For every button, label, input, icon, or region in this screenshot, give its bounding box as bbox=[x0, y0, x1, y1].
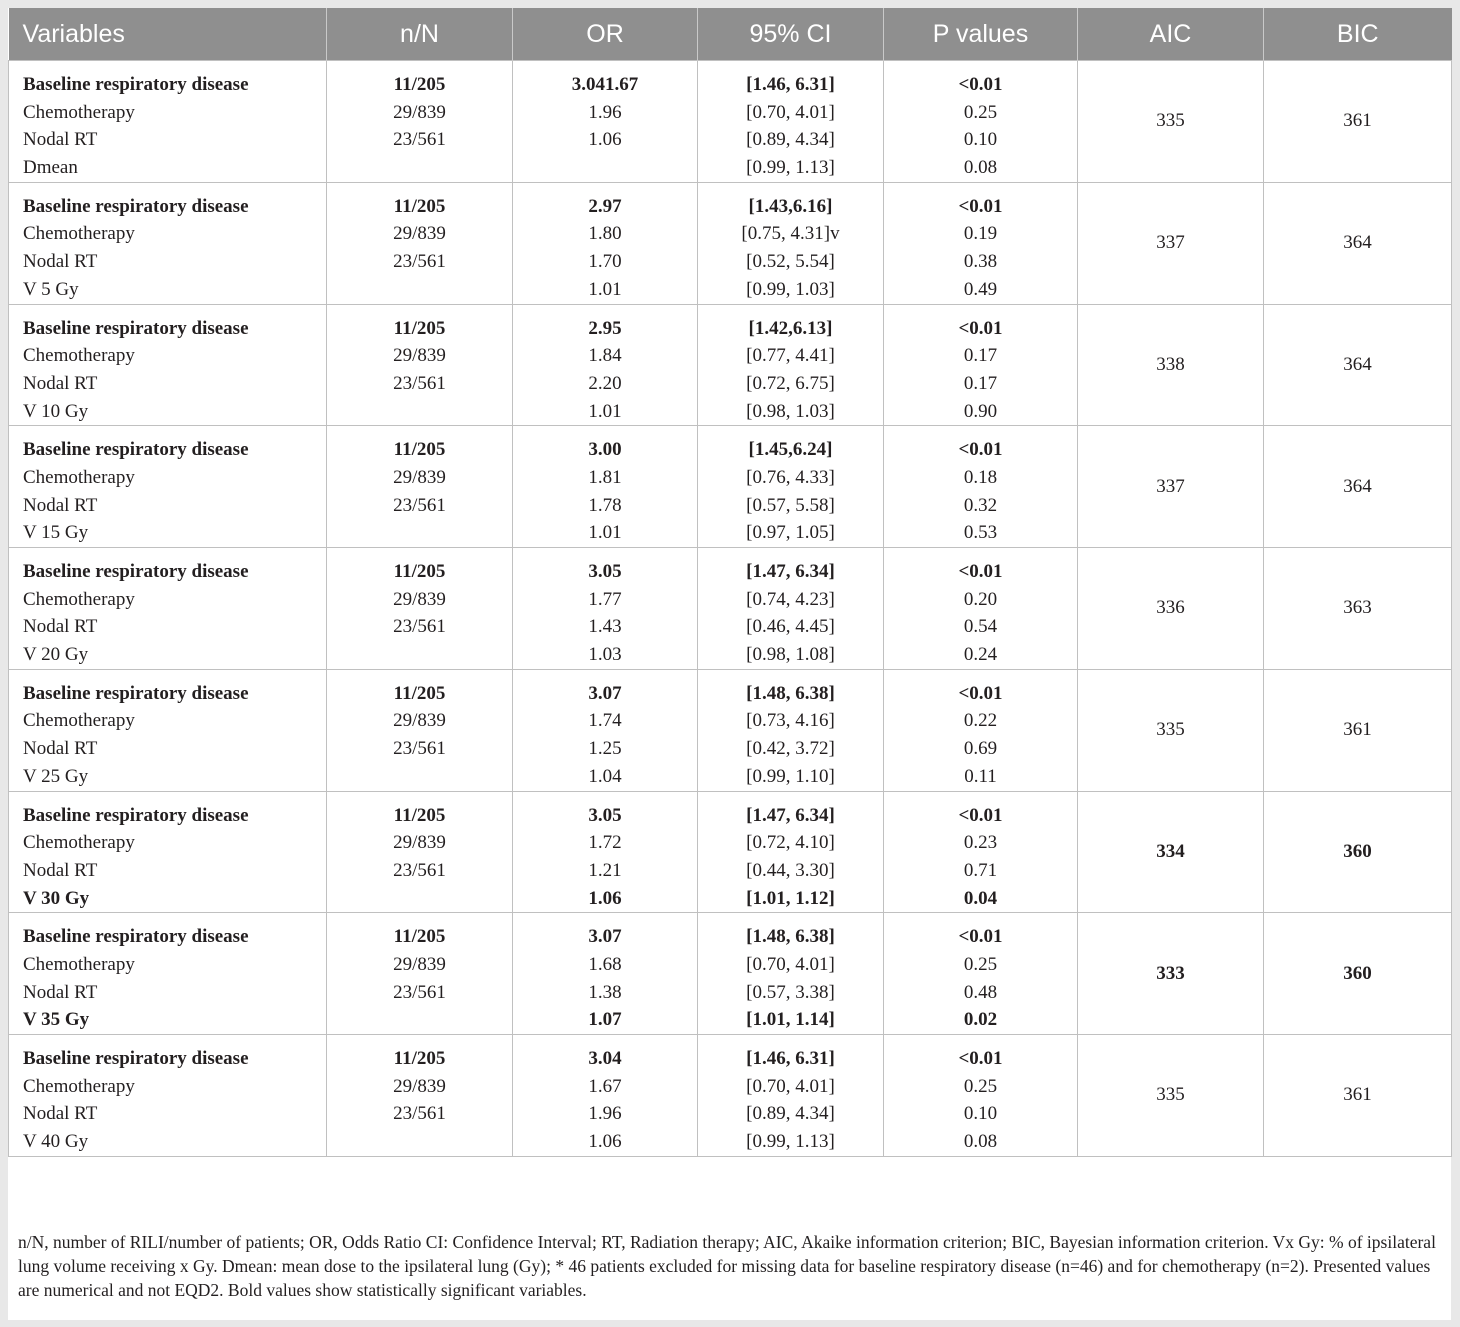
confidence-interval: [1.01, 1.12] bbox=[746, 887, 835, 909]
variable: V 5 Gy bbox=[23, 278, 79, 300]
odds-ratio: 1.81 bbox=[588, 466, 622, 488]
confidence-interval: [0.99, 1.13] bbox=[746, 157, 835, 179]
confidence-interval: [0.76, 4.33] bbox=[746, 466, 835, 488]
p-value-cell bbox=[884, 791, 1078, 913]
p-value: 0.02 bbox=[963, 1009, 998, 1031]
n-over-n: 23/561 bbox=[393, 251, 446, 273]
n-over-n bbox=[327, 763, 512, 791]
variable: Baseline respiratory disease bbox=[23, 195, 249, 217]
n-over-n-cell bbox=[327, 61, 513, 183]
confidence-interval: [0.89, 4.34] bbox=[746, 129, 835, 151]
variable: Chemotherapy bbox=[23, 466, 135, 488]
odds-ratio-cell bbox=[513, 304, 698, 426]
p-value-cell bbox=[884, 669, 1078, 791]
n-over-n: 23/561 bbox=[393, 738, 446, 760]
p-value: 0.08 bbox=[963, 157, 998, 179]
odds-ratio: 1.01 bbox=[588, 400, 622, 422]
n-over-n: 11/205 bbox=[393, 1048, 446, 1069]
confidence-interval: [0.57, 3.38] bbox=[746, 981, 835, 1003]
n-over-n: 29/839 bbox=[393, 223, 446, 245]
header-row bbox=[9, 8, 1452, 61]
variable-cell bbox=[9, 182, 327, 304]
n-over-n: 29/839 bbox=[393, 832, 446, 854]
n-over-n: 23/561 bbox=[393, 616, 446, 638]
p-value-cell bbox=[884, 1035, 1078, 1157]
confidence-interval: [0.97, 1.05] bbox=[746, 522, 835, 544]
n-over-n bbox=[327, 398, 512, 426]
p-value: 0.32 bbox=[963, 494, 998, 516]
variable: Baseline respiratory disease bbox=[23, 317, 249, 339]
model-group-row bbox=[9, 548, 1452, 670]
p-value: 0.10 bbox=[963, 1103, 998, 1125]
results-table bbox=[8, 8, 1452, 1157]
n-over-n: 29/839 bbox=[393, 101, 446, 123]
variable: Chemotherapy bbox=[23, 101, 135, 123]
bic-value: 361 bbox=[1264, 61, 1452, 183]
odds-ratio: 1.70 bbox=[588, 251, 622, 273]
n-over-n: 23/561 bbox=[393, 859, 446, 881]
confidence-interval: [1.42,6.13] bbox=[748, 317, 833, 339]
aic-value: 336 bbox=[1078, 548, 1264, 670]
variable-cell bbox=[9, 791, 327, 913]
confidence-interval: [0.46, 4.45] bbox=[746, 616, 835, 638]
aic-value: 335 bbox=[1078, 1035, 1264, 1157]
variable: Chemotherapy bbox=[23, 588, 135, 610]
confidence-interval: [1.46, 6.31] bbox=[746, 1048, 835, 1069]
odds-ratio: 1.38 bbox=[588, 981, 622, 1003]
n-over-n bbox=[327, 641, 512, 669]
odds-ratio: 1.72 bbox=[588, 832, 622, 854]
odds-ratio: 1.78 bbox=[588, 494, 622, 516]
variable: V 10 Gy bbox=[23, 400, 89, 422]
confidence-interval: [1.45,6.24] bbox=[748, 439, 833, 461]
confidence-interval: [1.47, 6.34] bbox=[746, 804, 835, 826]
p-value: 0.18 bbox=[963, 466, 998, 488]
bic-value: 364 bbox=[1264, 426, 1452, 548]
odds-ratio: 1.68 bbox=[588, 953, 622, 975]
p-value: 0.54 bbox=[963, 616, 998, 638]
n-over-n: 11/205 bbox=[393, 195, 446, 217]
odds-ratio: 3.041.67 bbox=[571, 74, 639, 95]
odds-ratio: 3.05 bbox=[588, 561, 622, 582]
p-value: <0.01 bbox=[958, 804, 1003, 826]
bic-value: 361 bbox=[1264, 669, 1452, 791]
bic-value: 360 bbox=[1264, 791, 1452, 913]
table-header bbox=[9, 8, 1452, 61]
odds-ratio-cell bbox=[513, 913, 698, 1035]
confidence-interval: [0.70, 4.01] bbox=[746, 953, 835, 975]
n-over-n-cell bbox=[327, 1035, 513, 1157]
p-value-cell bbox=[884, 182, 1078, 304]
n-over-n-cell bbox=[327, 182, 513, 304]
p-value: 0.25 bbox=[963, 101, 998, 123]
odds-ratio-cell bbox=[513, 669, 698, 791]
variable: Baseline respiratory disease bbox=[23, 561, 249, 582]
n-over-n: 23/561 bbox=[393, 129, 446, 151]
header-variables: Variables bbox=[9, 8, 327, 61]
odds-ratio: 1.96 bbox=[588, 1103, 622, 1125]
variable: V 30 Gy bbox=[23, 887, 90, 909]
n-over-n: 11/205 bbox=[393, 317, 446, 339]
n-over-n-cell bbox=[327, 913, 513, 1035]
model-group-row bbox=[9, 61, 1452, 183]
model-group-row bbox=[9, 791, 1452, 913]
p-value: 0.49 bbox=[963, 278, 998, 300]
odds-ratio: 2.97 bbox=[588, 195, 622, 217]
n-over-n-cell bbox=[327, 669, 513, 791]
confidence-interval: [0.89, 4.34] bbox=[746, 1103, 835, 1125]
header-n: n/N bbox=[327, 8, 513, 61]
confidence-interval: [1.43,6.16] bbox=[748, 195, 833, 217]
variable: Nodal RT bbox=[23, 738, 98, 760]
p-value: 0.17 bbox=[963, 372, 998, 394]
p-value: <0.01 bbox=[958, 561, 1003, 582]
odds-ratio: 1.84 bbox=[588, 345, 622, 367]
p-value: <0.01 bbox=[958, 317, 1003, 339]
odds-ratio: 1.01 bbox=[588, 278, 622, 300]
odds-ratio: 3.07 bbox=[588, 926, 622, 948]
confidence-interval: [1.46, 6.31] bbox=[746, 74, 835, 95]
aic-value: 335 bbox=[1078, 669, 1264, 791]
model-group-row bbox=[9, 669, 1452, 791]
table-body bbox=[9, 61, 1452, 1157]
bic-value: 360 bbox=[1264, 913, 1452, 1035]
variable: Baseline respiratory disease bbox=[23, 682, 249, 704]
n-over-n: 29/839 bbox=[393, 1075, 446, 1097]
n-over-n bbox=[327, 1006, 512, 1034]
n-over-n bbox=[327, 519, 512, 547]
odds-ratio: 3.04 bbox=[588, 1048, 622, 1069]
variable: Baseline respiratory disease bbox=[23, 804, 249, 826]
n-over-n bbox=[327, 154, 512, 182]
p-value: <0.01 bbox=[958, 1048, 1003, 1069]
variable: Chemotherapy bbox=[23, 223, 135, 245]
odds-ratio: 2.95 bbox=[588, 317, 622, 339]
variable: V 35 Gy bbox=[23, 1009, 90, 1031]
variable: Dmean bbox=[23, 157, 78, 179]
n-over-n: 23/561 bbox=[393, 981, 446, 1003]
bic-value: 364 bbox=[1264, 304, 1452, 426]
odds-ratio: 1.77 bbox=[588, 588, 622, 610]
odds-ratio: 1.21 bbox=[588, 859, 622, 881]
p-value: 0.53 bbox=[963, 522, 998, 544]
odds-ratio: 1.80 bbox=[588, 223, 622, 245]
model-group-row bbox=[9, 1035, 1452, 1157]
p-value: 0.19 bbox=[963, 223, 998, 245]
p-value: 0.04 bbox=[963, 887, 998, 909]
p-value-cell bbox=[884, 913, 1078, 1035]
variable-cell bbox=[9, 426, 327, 548]
variable-cell bbox=[9, 669, 327, 791]
variable-cell bbox=[9, 304, 327, 426]
confidence-interval: [0.72, 6.75] bbox=[746, 372, 835, 394]
variable-cell bbox=[9, 1035, 327, 1157]
confidence-interval: [0.52, 5.54] bbox=[746, 251, 835, 273]
n-over-n: 29/839 bbox=[393, 710, 446, 732]
odds-ratio-cell bbox=[513, 1035, 698, 1157]
p-value: 0.10 bbox=[963, 129, 998, 151]
variable: Nodal RT bbox=[23, 616, 98, 638]
p-value: 0.71 bbox=[963, 859, 998, 881]
aic-value: 338 bbox=[1078, 304, 1264, 426]
variable: Baseline respiratory disease bbox=[23, 439, 249, 461]
variable: Nodal RT bbox=[23, 1103, 98, 1125]
confidence-interval: [0.42, 3.72] bbox=[746, 738, 835, 760]
p-value: <0.01 bbox=[958, 439, 1003, 461]
n-over-n: 11/205 bbox=[393, 804, 446, 826]
variable: V 15 Gy bbox=[23, 522, 89, 544]
odds-ratio: 1.07 bbox=[588, 1009, 622, 1031]
model-group-row bbox=[9, 182, 1452, 304]
table-footnote: n/N, number of RILI/number of patients; OR, Odds Ratio CI: Confidence Interval; RT, Radiation therapy; AIC, Akaike information criterion; BIC, Bayesian information criterion. Vx Gy: % of ipsilateral lung volume receiving x Gy. Dmean: mean dose to the ipsilateral lung (Gy); * 46 patients excluded for missing data for baseline respiratory disease (n=46) and for chemotherapy (n=2). Presented values are numerical and not EQD2. Bold values show statistically significant variables. bbox=[18, 1232, 1436, 1300]
p-value: 0.20 bbox=[963, 588, 998, 610]
confidence-interval-cell bbox=[698, 913, 884, 1035]
confidence-interval-cell bbox=[698, 548, 884, 670]
confidence-interval-cell bbox=[698, 791, 884, 913]
p-value: 0.08 bbox=[963, 1131, 998, 1153]
variable: Baseline respiratory disease bbox=[23, 74, 249, 95]
n-over-n: 11/205 bbox=[393, 682, 446, 704]
header-or: OR bbox=[513, 8, 698, 61]
variable-cell bbox=[9, 913, 327, 1035]
variable: V 25 Gy bbox=[23, 765, 89, 787]
odds-ratio-cell bbox=[513, 61, 698, 183]
variable: Baseline respiratory disease bbox=[23, 926, 249, 948]
confidence-interval: [0.99, 1.10] bbox=[746, 765, 835, 787]
n-over-n-cell bbox=[327, 548, 513, 670]
p-value: 0.11 bbox=[964, 765, 997, 787]
n-over-n: 11/205 bbox=[393, 926, 446, 948]
n-over-n: 11/205 bbox=[393, 561, 446, 582]
confidence-interval: [1.47, 6.34] bbox=[746, 561, 835, 582]
p-value: 0.17 bbox=[963, 345, 998, 367]
variable-cell bbox=[9, 61, 327, 183]
n-over-n-cell bbox=[327, 791, 513, 913]
header-ci: 95% CI bbox=[698, 8, 884, 61]
p-value: <0.01 bbox=[958, 74, 1003, 95]
odds-ratio: 1.01 bbox=[588, 522, 622, 544]
p-value-cell bbox=[884, 548, 1078, 670]
n-over-n-cell bbox=[327, 304, 513, 426]
variable: Nodal RT bbox=[23, 859, 98, 881]
confidence-interval: [0.70, 4.01] bbox=[746, 101, 835, 123]
odds-ratio: 1.96 bbox=[588, 101, 622, 123]
confidence-interval-cell bbox=[698, 61, 884, 183]
p-value: 0.25 bbox=[963, 953, 998, 975]
odds-ratio-cell bbox=[513, 426, 698, 548]
confidence-interval: [0.44, 3.30] bbox=[746, 859, 835, 881]
confidence-interval: [1.48, 6.38] bbox=[746, 682, 835, 704]
n-over-n: 29/839 bbox=[393, 345, 446, 367]
confidence-interval: [0.75, 4.31]v bbox=[741, 223, 840, 245]
odds-ratio-cell bbox=[513, 791, 698, 913]
p-value: 0.48 bbox=[963, 981, 998, 1003]
confidence-interval: [0.72, 4.10] bbox=[746, 832, 835, 854]
variable: Nodal RT bbox=[23, 251, 98, 273]
confidence-interval-cell bbox=[698, 1035, 884, 1157]
p-value: <0.01 bbox=[958, 195, 1003, 217]
variable: Nodal RT bbox=[23, 981, 98, 1003]
model-group-row bbox=[9, 913, 1452, 1035]
odds-ratio bbox=[513, 154, 697, 182]
p-value: 0.25 bbox=[963, 1075, 998, 1097]
odds-ratio: 1.06 bbox=[588, 1131, 622, 1153]
variable: Chemotherapy bbox=[23, 345, 135, 367]
aic-value: 337 bbox=[1078, 426, 1264, 548]
p-value-cell bbox=[884, 61, 1078, 183]
variable: Nodal RT bbox=[23, 129, 98, 151]
variable: Baseline respiratory disease bbox=[23, 1048, 249, 1069]
bic-value: 364 bbox=[1264, 182, 1452, 304]
model-group-row bbox=[9, 426, 1452, 548]
p-value-cell bbox=[884, 426, 1078, 548]
variable: V 20 Gy bbox=[23, 644, 89, 666]
odds-ratio: 1.67 bbox=[588, 1075, 622, 1097]
p-value: <0.01 bbox=[958, 926, 1003, 948]
odds-ratio: 3.07 bbox=[588, 682, 622, 704]
confidence-interval: [0.98, 1.08] bbox=[746, 644, 835, 666]
n-over-n bbox=[327, 276, 512, 304]
odds-ratio-cell bbox=[513, 182, 698, 304]
confidence-interval: [0.98, 1.03] bbox=[746, 400, 835, 422]
p-value: <0.01 bbox=[958, 682, 1003, 704]
p-value: 0.90 bbox=[963, 400, 998, 422]
table-page bbox=[8, 8, 1451, 1320]
odds-ratio: 3.05 bbox=[588, 804, 622, 826]
confidence-interval: [0.74, 4.23] bbox=[746, 588, 835, 610]
confidence-interval: [0.70, 4.01] bbox=[746, 1075, 835, 1097]
n-over-n: 11/205 bbox=[393, 439, 446, 461]
variable-cell bbox=[9, 548, 327, 670]
n-over-n: 23/561 bbox=[393, 494, 446, 516]
p-value: 0.69 bbox=[963, 738, 998, 760]
n-over-n: 11/205 bbox=[393, 74, 446, 95]
confidence-interval-cell bbox=[698, 669, 884, 791]
confidence-interval: [1.01, 1.14] bbox=[746, 1009, 835, 1031]
confidence-interval-cell bbox=[698, 182, 884, 304]
n-over-n: 29/839 bbox=[393, 588, 446, 610]
variable: Chemotherapy bbox=[23, 710, 135, 732]
header-aic: AIC bbox=[1078, 8, 1264, 61]
p-value: 0.38 bbox=[963, 251, 998, 273]
odds-ratio: 1.06 bbox=[588, 129, 622, 151]
odds-ratio: 2.20 bbox=[588, 372, 622, 394]
n-over-n: 23/561 bbox=[393, 372, 446, 394]
n-over-n bbox=[327, 885, 512, 913]
p-value-cell bbox=[884, 304, 1078, 426]
n-over-n: 23/561 bbox=[393, 1103, 446, 1125]
model-group-row bbox=[9, 304, 1452, 426]
odds-ratio: 1.04 bbox=[588, 765, 622, 787]
aic-value: 337 bbox=[1078, 182, 1264, 304]
aic-value: 335 bbox=[1078, 61, 1264, 183]
confidence-interval-cell bbox=[698, 426, 884, 548]
variable: V 40 Gy bbox=[23, 1131, 89, 1153]
odds-ratio: 1.74 bbox=[588, 710, 622, 732]
n-over-n-cell bbox=[327, 426, 513, 548]
variable: Chemotherapy bbox=[23, 953, 135, 975]
aic-value: 334 bbox=[1078, 791, 1264, 913]
odds-ratio: 1.06 bbox=[588, 887, 622, 909]
odds-ratio: 3.00 bbox=[588, 439, 622, 461]
confidence-interval: [0.99, 1.03] bbox=[746, 278, 835, 300]
variable: Chemotherapy bbox=[23, 832, 135, 854]
header-p-values: P values bbox=[884, 8, 1078, 61]
n-over-n: 29/839 bbox=[393, 466, 446, 488]
confidence-interval: [0.73, 4.16] bbox=[746, 710, 835, 732]
n-over-n: 29/839 bbox=[393, 953, 446, 975]
confidence-interval-cell bbox=[698, 304, 884, 426]
p-value: 0.22 bbox=[963, 710, 998, 732]
odds-ratio: 1.03 bbox=[588, 644, 622, 666]
p-value: 0.24 bbox=[963, 644, 998, 666]
confidence-interval: [0.77, 4.41] bbox=[746, 345, 835, 367]
p-value: 0.23 bbox=[963, 832, 998, 854]
odds-ratio: 1.25 bbox=[588, 738, 622, 760]
bic-value: 363 bbox=[1264, 548, 1452, 670]
odds-ratio: 1.43 bbox=[588, 616, 622, 638]
confidence-interval: [0.99, 1.13] bbox=[746, 1131, 835, 1153]
variable: Nodal RT bbox=[23, 372, 98, 394]
aic-value: 333 bbox=[1078, 913, 1264, 1035]
variable: Nodal RT bbox=[23, 494, 98, 516]
confidence-interval: [0.57, 5.58] bbox=[746, 494, 835, 516]
variable: Chemotherapy bbox=[23, 1075, 135, 1097]
bic-value: 361 bbox=[1264, 1035, 1452, 1157]
n-over-n bbox=[327, 1128, 512, 1156]
confidence-interval: [1.48, 6.38] bbox=[746, 926, 835, 948]
header-bic: BIC bbox=[1264, 8, 1452, 61]
odds-ratio-cell bbox=[513, 548, 698, 670]
